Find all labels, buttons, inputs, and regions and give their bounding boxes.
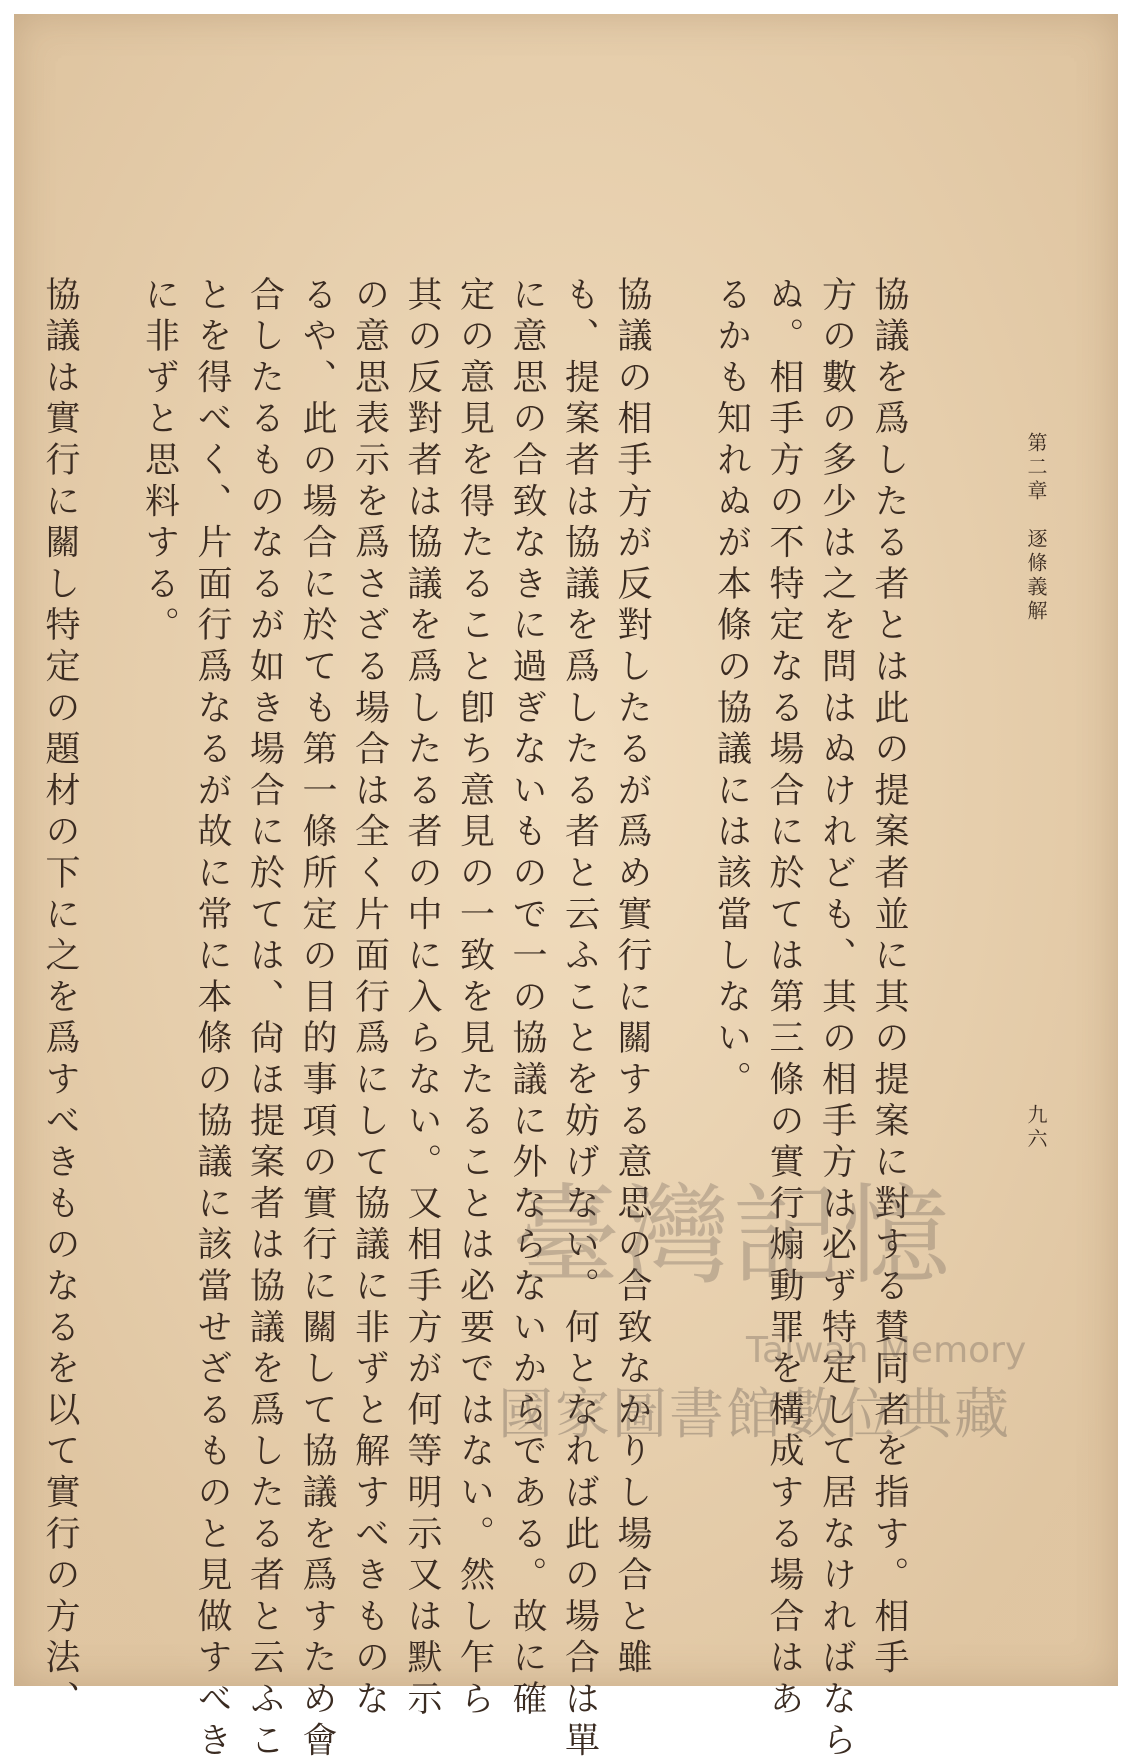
text-line: 方の數の多少は之を問はぬけれども、其の相手方は必ず特定して居なければなら	[816, 276, 857, 1763]
page-number: 九六	[1024, 1104, 1048, 1152]
text-line: ぬ。相手方の不特定なる場合に於ては第三條の實行煽動罪を構成する場合はあ	[764, 276, 804, 1722]
text-line: も、提案者は協議を爲したる者と云ふことを妨げない。何となれば此の場合は單	[559, 276, 600, 1763]
watermark-english: Taiwan Memory	[746, 1330, 1027, 1371]
text-line: に意思の合致なきに過ぎないもので一の協議に外ならないからである。故に確	[507, 276, 547, 1722]
chapter-title: 第二章 逐條義解	[1024, 432, 1048, 624]
text-line: るかも知れぬが本條の協議には該當しない。	[711, 276, 752, 1102]
text-line: 協議の相手方が反對したるが爲め實行に關する意思の合致なかりし場合と雖	[612, 276, 652, 1681]
watermark-subtitle: 國家圖書館數位典藏	[498, 1382, 1012, 1446]
text-line: 定の意見を得たること卽ち意見の一致を見たることは必要ではない。然し乍ら	[454, 276, 495, 1722]
scanned-page	[14, 14, 1118, 1763]
text-line: 協議を爲したる者とは此の提案者並に其の提案に對する賛同者を指す。相手	[869, 276, 909, 1681]
text-line: 其の反對者は協議を爲したる者の中に入らない。又相手方が何等明示又は默示	[402, 276, 442, 1722]
running-header	[1022, 432, 1050, 624]
watermark-title: 臺灣記憶	[512, 1174, 953, 1299]
text-line: るや、此の場合に於ても第一條所定の目的事項の實行に關して協議を爲すため會	[297, 276, 337, 1763]
text-line: の意思表示を爲さざる場合は全く片面行爲にして協議に非ずと解すべきものな	[349, 276, 390, 1722]
text-line: 合したるものなるが如き場合に於ては、尙ほ提案者は協議を爲したる者と云ふこ	[244, 276, 285, 1763]
text-line: 協議は實行に關し特定の題材の下に之を爲すべきものなるを以て實行の方法、	[40, 276, 80, 1722]
text-line: とを得べく、片面行爲なるが故に常に本條の協議に該當せざるものと見做すべき	[192, 276, 232, 1763]
text-line: に非ずと思料する。	[139, 276, 180, 648]
